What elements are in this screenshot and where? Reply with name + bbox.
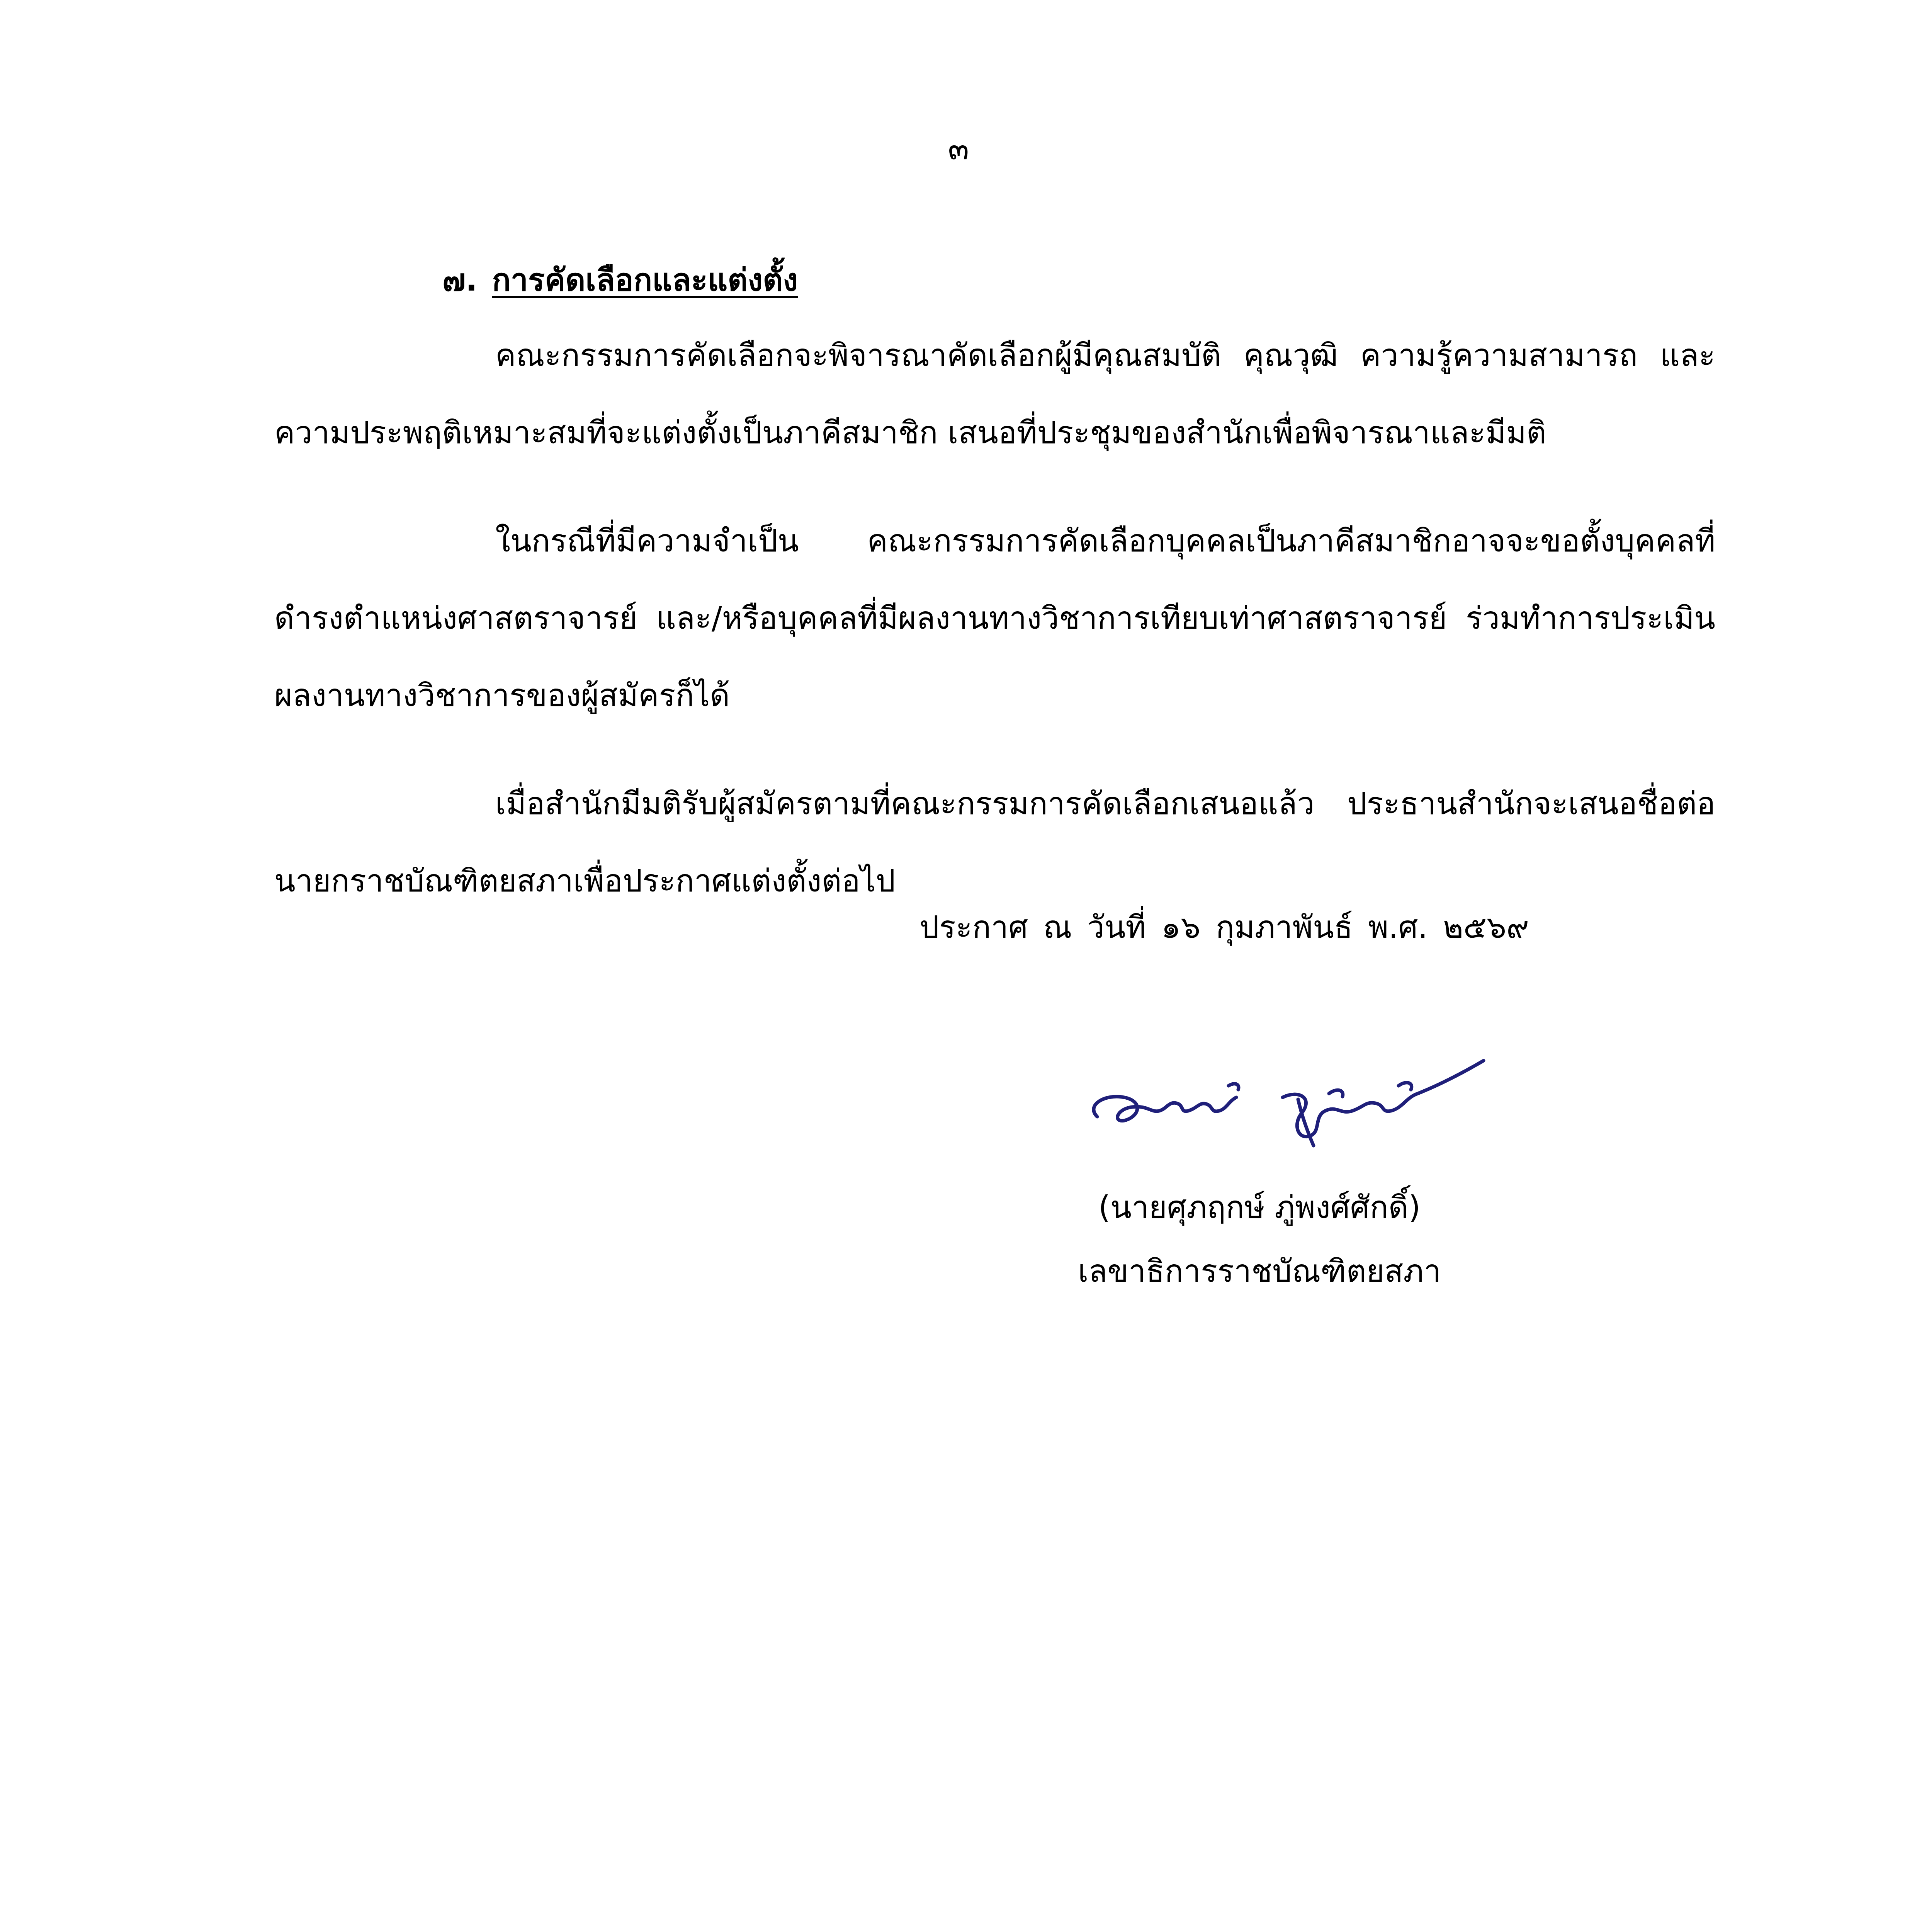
announcement-date: ประกาศ ณ วันที่ ๑๖ กุมภาพันธ์ พ.ศ. ๒๕๖๙ <box>919 909 1529 945</box>
document-body <box>274 317 1715 951</box>
section-heading <box>442 257 798 303</box>
paragraph-3: เมื่อสำนักมีมติรับผู้สมัครตามที่คณะกรรมการคัดเลือกเสนอแล้ว ประธานสำนักจะเสนอชื่อต่อนายกราชบัณฑิตยสภาเพื่อประกาศแต่งตั้งต่อไป <box>274 786 1715 899</box>
signer-name: (นายศุภฤกษ์ ภู่พงศ์ศักดิ์) <box>1098 1189 1421 1225</box>
handwritten-signature <box>1082 1039 1499 1155</box>
signer-title: เลขาธิการราชบัณฑิตยสภา <box>1077 1253 1441 1289</box>
page-number: ๓ <box>948 131 969 167</box>
paragraph-1: คณะกรรมการคัดเลือกจะพิจารณาคัดเลือกผู้มีคุณสมบัติ คุณวุฒิ ความรู้ความสามารถ และความประพฤติเหมาะสมที่จะแต่งตั้งเป็นภาคีสมาชิก เสนอที่ประชุมของสำนักเพื่อพิจารณาและมีมติ <box>274 337 1715 451</box>
paragraph-2: ในกรณีที่มีความจำเป็น คณะกรรมการคัดเลือกบุคคลเป็นภาคีสมาชิกอาจจะขอตั้งบุคคลที่ดำรงตำแหน่งศาสตราจารย์ และ/หรือบุคคลที่มีผลงานทางวิชาการเทียบเท่าศาสตราจารย์ ร่วมทำการประเมินผลงานทางวิชาการของผู้สมัครก็ได้ <box>274 523 1715 713</box>
section-number: ๗. <box>442 262 478 298</box>
section-title: การคัดเลือกและแต่งตั้ง <box>492 262 798 298</box>
